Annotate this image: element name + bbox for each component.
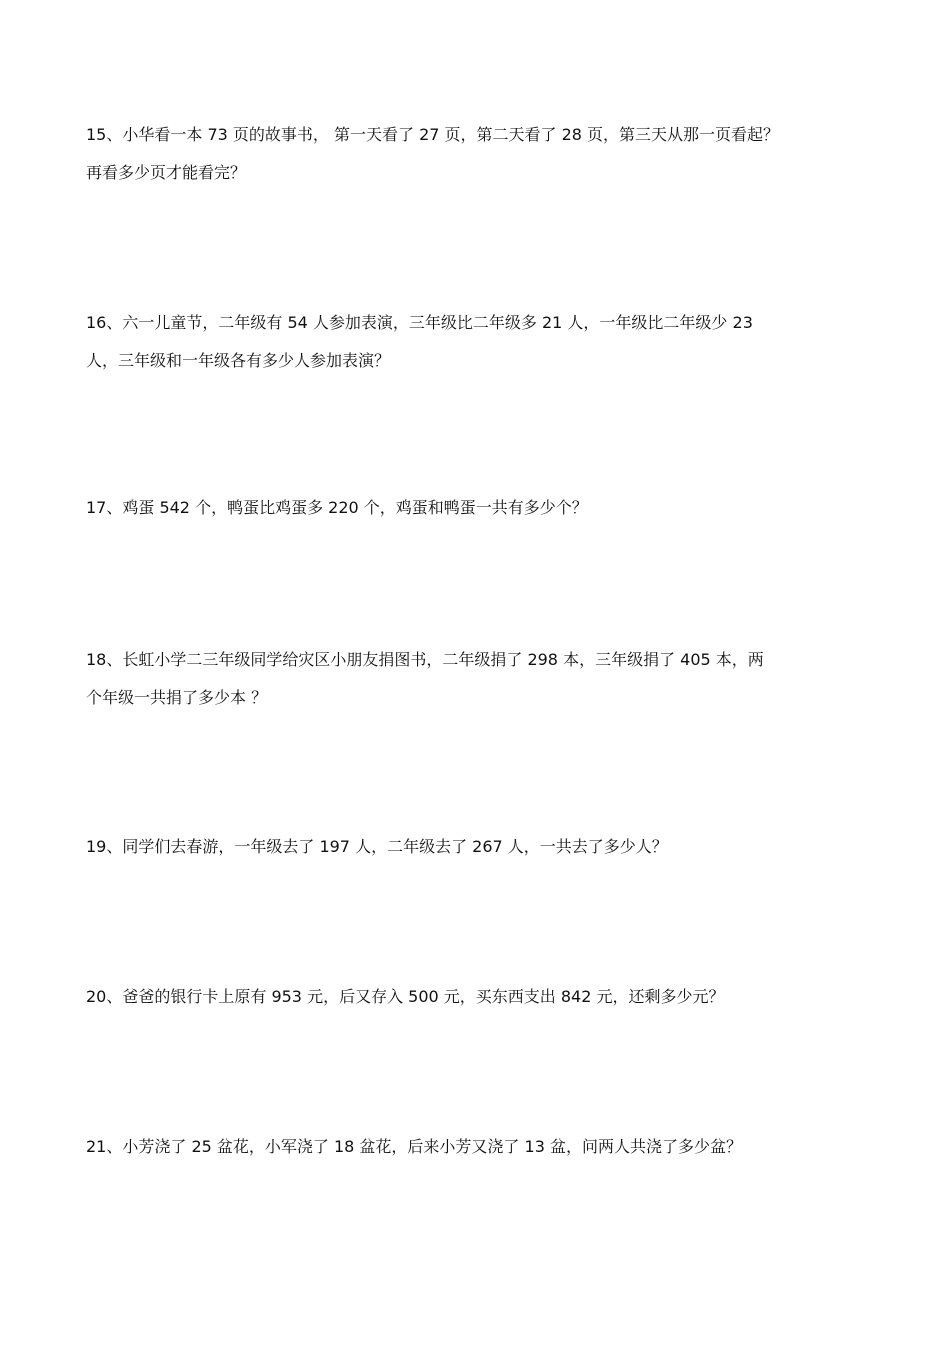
problem-16-line-2: 人，三年级和一年级各有多少人参加表演？: [86, 351, 391, 370]
problem-18-line-2: 个年级一共捐了多少本 ？: [86, 688, 268, 707]
problem-20-line-1: 20、爸爸的银行卡上原有 953 元，后又存入 500 元，买东西支出 842 元，还剩多少元？: [86, 987, 725, 1006]
problem-18: [86, 650, 876, 708]
problem-19: [86, 837, 876, 857]
problem-15-line-2: 再看多少页才能看完？: [86, 163, 247, 182]
problem-15-line-1: 15、小华看一本 73 页的故事书， 第一天看了 27 页，第二天看了 28 页，第三天从那一页看起？: [86, 125, 780, 144]
problem-17: [86, 498, 876, 518]
problem-20: [86, 987, 876, 1007]
problem-21-line-1: 21、小芳浇了 25 盆花，小军浇了 18 盆花，后来小芳又浇了 13 盆，问两人共浇了多少盆？: [86, 1137, 742, 1156]
problem-19-line-1: 19、同学们去春游，一年级去了 197 人，二年级去了 267 人，一共去了多少人？: [86, 837, 668, 856]
problem-17-line-1: 17、鸡蛋 542 个，鸭蛋比鸡蛋多 220 个，鸡蛋和鸭蛋一共有多少个？: [86, 498, 588, 517]
problem-16: [86, 313, 876, 371]
problem-21: [86, 1137, 876, 1157]
problem-16-line-1: 16、六一儿童节，二年级有 54 人参加表演，三年级比二年级多 21 人，一年级比二年级少 23: [86, 313, 753, 332]
problem-15: [86, 125, 876, 183]
problem-18-line-1: 18、长虹小学二三年级同学给灾区小朋友捐图书，二年级捐了 298 本，三年级捐了 405 本，两: [86, 650, 764, 669]
